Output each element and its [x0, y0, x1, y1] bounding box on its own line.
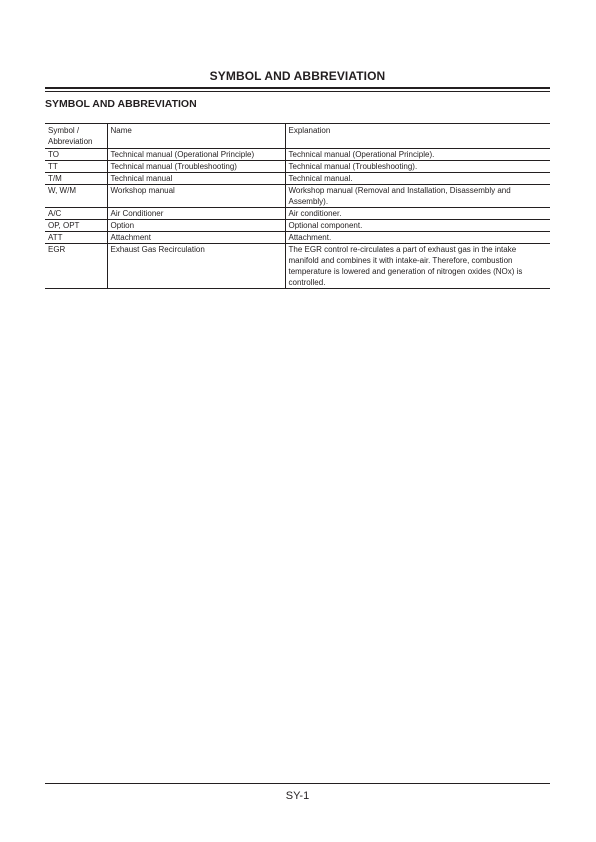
cell-explanation: The EGR control re-circulates a part of exhaust gas in the intake manifold and combines it with intake-air. Therefore, combustion temperature is lowered and generation of nitrogen oxides (NOx) is controlled.: [285, 244, 550, 289]
table-row: [45, 220, 550, 232]
table-header-row: [45, 124, 550, 149]
title-rule-secondary: [45, 91, 550, 92]
cell-symbol: TT: [45, 161, 107, 173]
cell-explanation: Technical manual (Troubleshooting).: [285, 161, 550, 173]
cell-name: Workshop manual: [107, 185, 285, 208]
table-row: [45, 244, 550, 289]
cell-symbol: OP, OPT: [45, 220, 107, 232]
cell-name: Air Conditioner: [107, 208, 285, 220]
cell-name: Technical manual (Operational Principle): [107, 149, 285, 161]
abbreviation-table: [45, 123, 550, 289]
cell-name: Exhaust Gas Recirculation: [107, 244, 285, 289]
cell-symbol: A/C: [45, 208, 107, 220]
cell-symbol: EGR: [45, 244, 107, 289]
cell-explanation: Technical manual.: [285, 173, 550, 185]
table-row: [45, 149, 550, 161]
table-row: [45, 185, 550, 208]
cell-symbol: ATT: [45, 232, 107, 244]
cell-symbol: TO: [45, 149, 107, 161]
table-row: [45, 208, 550, 220]
footer-rule: [45, 783, 550, 784]
cell-explanation: Workshop manual (Removal and Installation, Disassembly and Assembly).: [285, 185, 550, 208]
header-explanation: Explanation: [285, 124, 550, 149]
page-title: SYMBOL AND ABBREVIATION: [209, 69, 386, 83]
cell-name: Technical manual: [107, 173, 285, 185]
cell-symbol: W, W/M: [45, 185, 107, 208]
cell-name: Option: [107, 220, 285, 232]
cell-name: Technical manual (Troubleshooting): [107, 161, 285, 173]
cell-explanation: Optional component.: [285, 220, 550, 232]
table-row: [45, 173, 550, 185]
cell-explanation: Air conditioner.: [285, 208, 550, 220]
title-rule: [45, 87, 550, 89]
cell-symbol: T/M: [45, 173, 107, 185]
section-heading: SYMBOL AND ABBREVIATION: [45, 98, 197, 110]
cell-explanation: Technical manual (Operational Principle).: [285, 149, 550, 161]
header-symbol: Symbol / Abbreviation: [45, 124, 107, 149]
table-row: [45, 161, 550, 173]
table-row: [45, 232, 550, 244]
header-name: Name: [107, 124, 285, 149]
cell-explanation: Attachment.: [285, 232, 550, 244]
cell-name: Attachment: [107, 232, 285, 244]
page-number: SY-1: [285, 790, 310, 802]
